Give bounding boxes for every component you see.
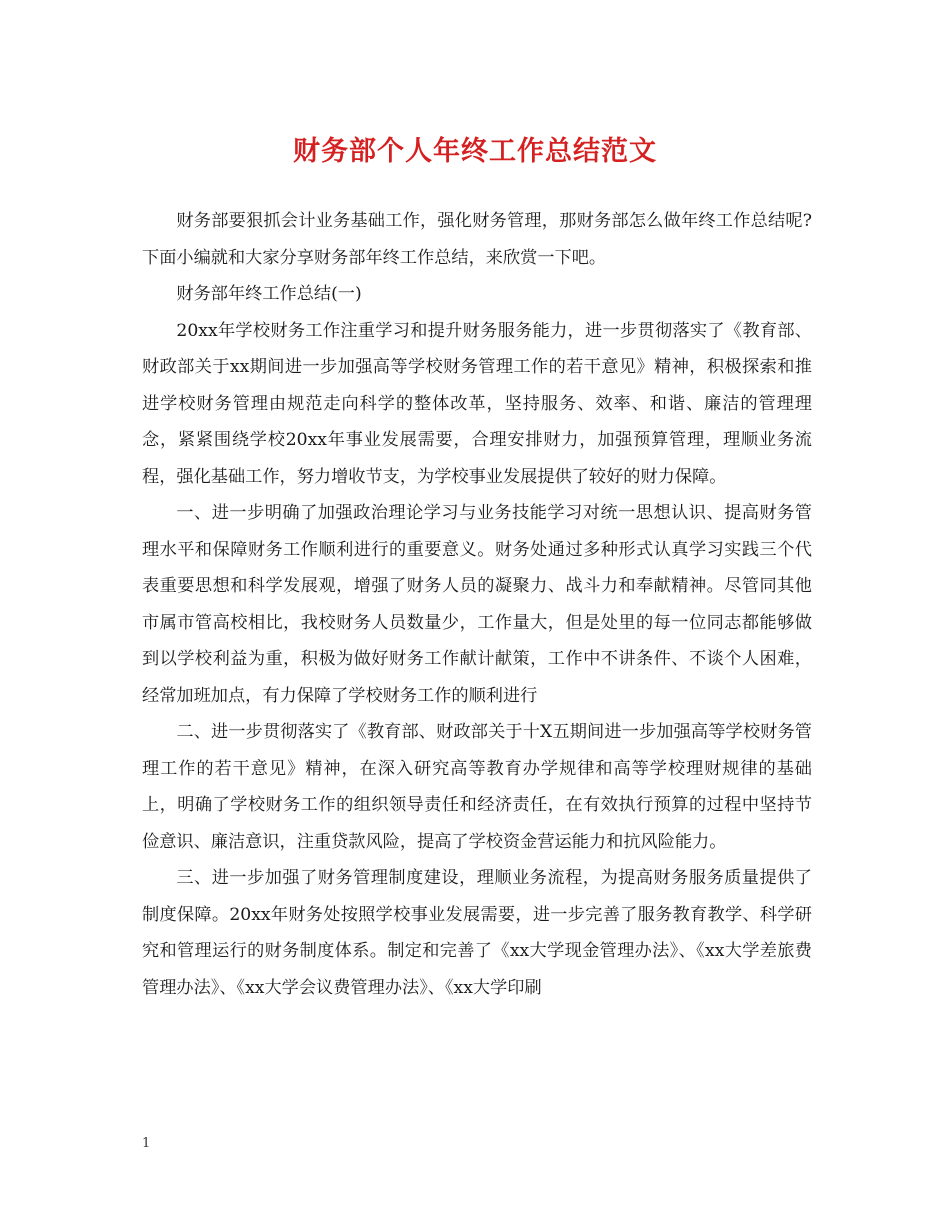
paragraph-point-three: 三、进一步加强了财务管理制度建设，理顺业务流程，为提高财务服务质量提供了制度保障。20xx年财务处按照学校事业发展需要，进一步完善了服务教育教学、科学研究和管理运行的财务制度体系。制定和完善了《xx大学现金管理办法》、《xx大学差旅费管理办法》、《xx大学会议费管理办法》、《xx大学印刷 [142,868,812,998]
paragraph-point-two: 二、进一步贯彻落实了《教育部、财政部关于十X五期间进一步加强高等学校财务管理工作的若干意见》精神，在深入研究高等教育办学规律和高等学校理财规律的基础上，明确了学校财务工作的组织领导责任和经济责任，在有效执行预算的过程中坚持节俭意识、廉洁意识，注重贷款风险，提高了学校资金营运能力和抗风险能力。 [142,722,812,852]
document-body [142,203,812,1006]
document-title: 财务部个人年终工作总结范文 [293,136,657,167]
paragraph-overview: 20xx年学校财务工作注重学习和提升财务服务能力，进一步贯彻落实了《教育部、财政部关于xx期间进一步加强高等学校财务管理工作的若干意见》精神，积极探索和推进学校财务管理由规范走向科学的整体改革，坚持服务、效率、和谐、廉洁的管理理念，紧紧围绕学校20xx年事业发展需要，合理安排财力，加强预算管理，理顺业务流程，强化基础工作，努力增收节支，为学校事业发展提供了较好的财力保障。 [142,320,812,487]
paragraph-intro: 财务部要狠抓会计业务基础工作，强化财务管理，那财务部怎么做年终工作总结呢?下面小编就和大家分享财务部年终工作总结，来欣赏一下吧。 [142,211,812,268]
paragraph-section-heading: 财务部年终工作总结(一) [176,284,362,304]
paragraph-point-one: 一、进一步明确了加强政治理论学习与业务技能学习对统一思想认识、提高财务管理水平和保障财务工作顺利进行的重要意义。财务处通过多种形式认真学习实践三个代表重要思想和科学发展观，增强了财务人员的凝聚力、战斗力和奉献精神。尽管同其他市属市管高校相比，我校财务人员数量少，工作量大，但是处里的每一位同志都能够做到以学校利益为重，积极为做好财务工作献计献策，工作中不讲条件、不谈个人困难，经常加班加点，有力保障了学校财务工作的顺利进行 [142,503,812,706]
page-number: 1 [142,1136,151,1151]
